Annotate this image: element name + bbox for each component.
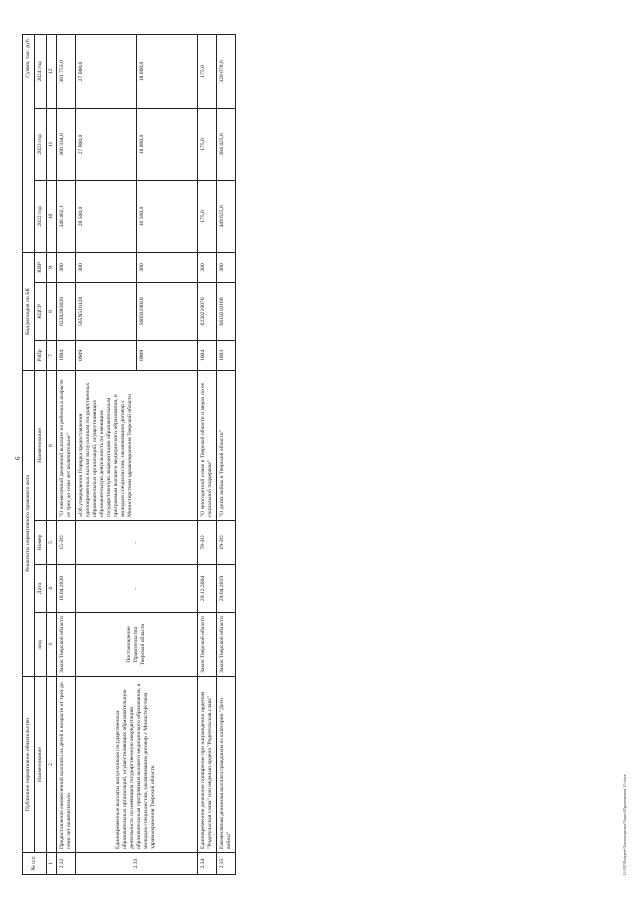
row-act-name: «Об утверждении Порядка предоставления единовременных выплат выпускникам государственных образовательных организаций, осуществляющих образовательную деятельность по имеющим государственную аккредитацию образовательным программам высшего медицинского образования, и молодым специалистам, заключившим договор с Министерством здравоохранения Тверской области bbox=[75, 370, 197, 520]
header-act-date: Дата bbox=[34, 565, 46, 613]
row-kcsr: 5660310020 bbox=[136, 282, 197, 340]
row-2023: 18 000,0 bbox=[136, 108, 197, 180]
row-rzpr: 0909 bbox=[75, 340, 136, 370]
row-act-name: "О многодетной семье в Тверской области и мерах по ее социальной поддержке" bbox=[197, 370, 216, 520]
row-2022: 28 500,0 bbox=[75, 180, 136, 252]
row-act-date: 29.12.2004 bbox=[197, 565, 216, 613]
row-rzpr: 1004 bbox=[56, 340, 75, 370]
index-cell: 7 bbox=[46, 340, 56, 370]
row-act-number: 19-ЗО bbox=[216, 521, 235, 565]
header-rzpr: РзПр bbox=[34, 340, 46, 370]
row-obligation-name: Единовременные выплаты выпускникам государственных образовательных организаций, осуществляющих образовательную деятельность по имеющим государственную аккредитацию образовательным программам высшего медицинского образования, и молодым специалистам, заключившим договор с Министерством здравоохранения Тверской области bbox=[75, 677, 197, 853]
row-2024: 175,0 bbox=[197, 34, 216, 108]
row-act-date: 29.04.2019 bbox=[216, 565, 235, 613]
index-cell: 10 bbox=[46, 180, 56, 252]
row-2024: 18 000,0 bbox=[136, 34, 197, 108]
header-no: № п/п bbox=[23, 853, 47, 875]
header-row-2 bbox=[34, 34, 46, 874]
index-cell: 4 bbox=[46, 565, 56, 613]
header-kcsr: КЦСР bbox=[34, 282, 46, 340]
table-row bbox=[216, 34, 235, 874]
index-cell: 8 bbox=[46, 282, 56, 340]
header-obligation-name: Наименование bbox=[34, 677, 46, 853]
row-act-kind: Закон Тверской области bbox=[216, 613, 235, 677]
row-act-name: "О детях войны в Тверской области" bbox=[216, 370, 235, 520]
header-act-number: Номер bbox=[34, 521, 46, 565]
row-obligation-name: Ежемесячная денежная выплата гражданам из категории "Дети войны" bbox=[216, 677, 235, 853]
row-act-number: - bbox=[75, 521, 197, 565]
row-2022: 175,0 bbox=[197, 180, 216, 252]
page-number: 6 bbox=[14, 456, 22, 460]
table-row bbox=[56, 34, 75, 874]
row-kvr: 300 bbox=[136, 252, 197, 282]
row-no: 2.35 bbox=[216, 853, 235, 875]
row-2022: 16 500,0 bbox=[136, 180, 197, 252]
header-kvr: КВР bbox=[34, 252, 46, 282]
row-act-date: 10.04.2020 bbox=[56, 565, 75, 613]
row-act-name: "О ежемесячной денежной выплате на ребенка в возрасте от трех до семи лет включительно" bbox=[56, 370, 75, 520]
row-rzpr: 1003 bbox=[216, 340, 235, 370]
index-cell: 3 bbox=[46, 613, 56, 677]
row-obligation-name: Предоставление ежемесячной выплаты на детей в возрасте от трех до семи лет включительно bbox=[56, 677, 75, 853]
header-2023: 2023 год bbox=[34, 108, 46, 180]
row-no: 2.34 bbox=[197, 853, 216, 875]
row-act-kind: Закон Тверской области bbox=[197, 613, 216, 677]
row-2022: 449 625,6 bbox=[216, 180, 235, 252]
row-2024: 381 753,0 bbox=[56, 34, 75, 108]
row-kvr: 300 bbox=[197, 252, 216, 282]
row-kvr: 300 bbox=[56, 252, 75, 282]
row-2023: 27 000,0 bbox=[75, 108, 136, 180]
row-kcsr: 62302R3020 bbox=[56, 282, 75, 340]
row-obligation-name: Единовременное денежное поощрение при награждении орденом "Родительская слава" или медалью ордена "Родительская слава" bbox=[197, 677, 216, 853]
index-cell: 6 bbox=[46, 370, 56, 520]
row-2024: 328 678,6 bbox=[216, 34, 235, 108]
index-cell: 1 bbox=[46, 853, 56, 875]
index-row bbox=[46, 34, 56, 874]
row-2023: 360 334,0 bbox=[56, 108, 75, 180]
header-row-1 bbox=[23, 34, 35, 874]
row-2024: 27 000,0 bbox=[75, 34, 136, 108]
row-no: 2.33 bbox=[75, 853, 197, 875]
header-act-group: Реквизиты нормативного правового акта bbox=[23, 370, 35, 676]
header-obligation-group: Публичное нормативное обязательство bbox=[23, 677, 35, 853]
row-2022: 348 462,1 bbox=[56, 180, 75, 252]
row-kcsr: 6230210070 bbox=[197, 282, 216, 340]
header-2022: 2022 год bbox=[34, 180, 46, 252]
header-sum-group: Сумма, тыс. руб. bbox=[23, 34, 35, 252]
table-row bbox=[197, 34, 216, 874]
table-row bbox=[75, 34, 136, 874]
row-kvr: 300 bbox=[75, 252, 136, 282]
index-cell: 11 bbox=[46, 108, 56, 180]
row-no: 2.32 bbox=[56, 853, 75, 875]
row-rzpr: 1004 bbox=[197, 340, 216, 370]
row-act-date: - bbox=[75, 565, 197, 613]
file-path-footer: G:\FU\Бюджет\Законопроект\Закон\Приложения 15.docx bbox=[622, 774, 627, 875]
header-act-kind: вид bbox=[34, 613, 46, 677]
header-act-name: Наименование bbox=[34, 370, 46, 520]
index-cell: 5 bbox=[46, 521, 56, 565]
header-2024: 2024 год bbox=[34, 34, 46, 108]
row-act-number: 15-ЗО bbox=[56, 521, 75, 565]
row-kcsr: 6610210160 bbox=[216, 282, 235, 340]
obligations-table bbox=[22, 34, 236, 875]
row-act-number: 78-ЗО bbox=[197, 521, 216, 565]
row-2023: 175,0 bbox=[197, 108, 216, 180]
row-2023: 384 425,6 bbox=[216, 108, 235, 180]
row-kvr: 300 bbox=[216, 252, 235, 282]
row-act-kind: Закон Тверской области bbox=[56, 613, 75, 677]
header-bk-group: Код расходов по БК bbox=[23, 252, 35, 370]
index-cell: 2 bbox=[46, 677, 56, 853]
row-rzpr: 0909 bbox=[136, 340, 197, 370]
index-cell: 9 bbox=[46, 252, 56, 282]
row-act-kind: Постановление Правительства Тверской области bbox=[75, 613, 197, 677]
index-cell: 12 bbox=[46, 34, 56, 108]
row-kcsr: 565N510120 bbox=[75, 282, 136, 340]
